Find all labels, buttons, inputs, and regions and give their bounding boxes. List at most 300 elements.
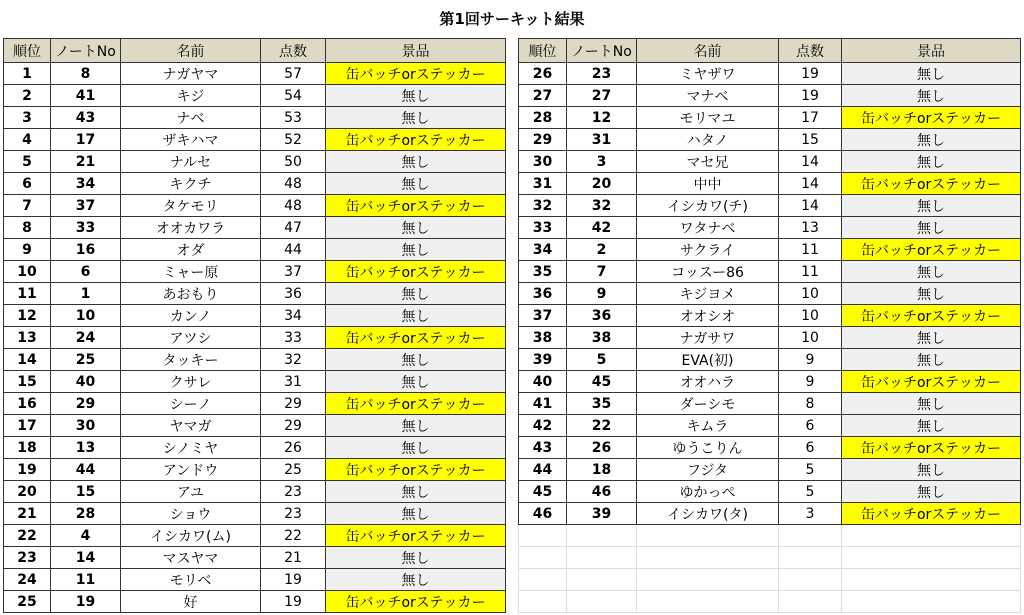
cell-score[interactable]: 14 [779,173,842,195]
empty-cell[interactable] [779,591,842,613]
cell-prize[interactable]: 無し [842,349,1021,371]
cell-score[interactable]: 15 [779,129,842,151]
cell-rank[interactable]: 22 [4,525,51,547]
cell-name[interactable]: オオカワラ [121,217,261,239]
cell-score[interactable]: 33 [261,327,326,349]
table-row [519,107,1021,129]
empty-cell[interactable] [567,547,637,569]
header-prize[interactable]: 景品 [842,39,1021,63]
cell-name[interactable]: カンノ [121,305,261,327]
cell-name[interactable]: コッスー86 [637,261,779,283]
table-row [4,151,506,173]
cell-rank[interactable]: 42 [519,415,567,437]
table-row [519,305,1021,327]
cell-name[interactable]: ワタナベ [637,217,779,239]
cell-note-no[interactable]: 1 [51,283,121,305]
sheet-title: 第1回サーキット結果 [439,10,585,28]
cell-rank[interactable]: 32 [519,195,567,217]
cell-name[interactable]: イシカワ(チ) [637,195,779,217]
cell-score[interactable]: 6 [779,415,842,437]
cell-rank[interactable]: 40 [519,371,567,393]
cell-score[interactable]: 8 [779,393,842,415]
cell-name[interactable]: オオハラ [637,371,779,393]
table-row [4,63,506,85]
cell-name[interactable]: ミヤザワ [637,63,779,85]
table-row [4,525,506,547]
cell-rank[interactable]: 9 [4,239,51,261]
table-row [519,173,1021,195]
empty-cell[interactable] [842,591,1021,613]
empty-cell[interactable] [637,591,779,613]
cell-prize[interactable]: 缶バッチorステッカー [326,195,506,217]
cell-rank[interactable]: 41 [519,393,567,415]
cell-score[interactable]: 47 [261,217,326,239]
cell-score[interactable]: 6 [779,437,842,459]
table-row [4,371,506,393]
cell-note-no[interactable]: 22 [567,415,637,437]
cell-score[interactable]: 19 [779,85,842,107]
cell-name[interactable]: EVA(初) [637,349,779,371]
results-table-left [3,38,506,613]
empty-cell[interactable] [842,569,1021,591]
table-row [4,415,506,437]
cell-name[interactable]: ナガヤマ [121,63,261,85]
cell-name[interactable]: サクライ [637,239,779,261]
cell-note-no[interactable]: 5 [567,349,637,371]
cell-note-no[interactable]: 46 [567,481,637,503]
cell-note-no[interactable]: 9 [567,283,637,305]
cell-rank[interactable]: 37 [519,305,567,327]
cell-score[interactable]: 36 [261,283,326,305]
cell-score[interactable]: 32 [261,349,326,371]
header-note-no[interactable]: ノートNo [567,39,637,63]
cell-prize[interactable]: 無し [326,437,506,459]
cell-name[interactable]: キジ [121,85,261,107]
cell-rank[interactable]: 30 [519,151,567,173]
cell-name[interactable]: アツシ [121,327,261,349]
cell-prize[interactable]: 無し [842,481,1021,503]
cell-note-no[interactable]: 12 [567,107,637,129]
cell-note-no[interactable]: 25 [51,349,121,371]
cell-name[interactable]: シノミヤ [121,437,261,459]
cell-rank[interactable]: 14 [4,349,51,371]
cell-note-no[interactable]: 44 [51,459,121,481]
cell-prize[interactable]: 缶バッチorステッカー [326,459,506,481]
empty-cell[interactable] [637,525,779,547]
cell-name[interactable]: ナベ [121,107,261,129]
table-row [519,261,1021,283]
cell-name[interactable]: あおもり [121,283,261,305]
cell-score[interactable]: 50 [261,151,326,173]
cell-rank[interactable]: 8 [4,217,51,239]
header-rank[interactable]: 順位 [519,39,567,63]
empty-cell[interactable] [779,525,842,547]
empty-cell[interactable] [567,525,637,547]
cell-rank[interactable]: 36 [519,283,567,305]
cell-rank[interactable]: 15 [4,371,51,393]
table-row [519,503,1021,525]
table-row [519,393,1021,415]
cell-prize[interactable]: 無し [326,481,506,503]
cell-rank[interactable]: 18 [4,437,51,459]
empty-cell[interactable] [519,525,567,547]
cell-prize[interactable]: 無し [326,503,506,525]
cell-note-no[interactable]: 16 [51,239,121,261]
cell-note-no[interactable]: 15 [51,481,121,503]
cell-rank[interactable]: 28 [519,107,567,129]
cell-prize[interactable]: 無し [842,459,1021,481]
cell-note-no[interactable]: 18 [567,459,637,481]
cell-name[interactable]: マスヤマ [121,547,261,569]
table-row [519,327,1021,349]
cell-prize[interactable]: 缶バッチorステッカー [842,503,1021,525]
cell-rank[interactable]: 11 [4,283,51,305]
cell-note-no[interactable]: 11 [51,569,121,591]
cell-note-no[interactable]: 10 [51,305,121,327]
cell-note-no[interactable]: 33 [51,217,121,239]
cell-note-no[interactable]: 34 [51,173,121,195]
cell-score[interactable]: 54 [261,85,326,107]
cell-name[interactable]: モリマユ [637,107,779,129]
table-row [4,349,506,371]
table-row [4,393,506,415]
cell-note-no[interactable]: 39 [567,503,637,525]
cell-score[interactable]: 52 [261,129,326,151]
cell-prize[interactable]: 缶バッチorステッカー [326,393,506,415]
cell-rank[interactable]: 12 [4,305,51,327]
empty-cell[interactable] [779,547,842,569]
cell-prize[interactable]: 無し [842,261,1021,283]
cell-prize[interactable]: 缶バッチorステッカー [326,525,506,547]
cell-name[interactable]: ショウ [121,503,261,525]
cell-rank[interactable]: 13 [4,327,51,349]
cell-name[interactable]: オダ [121,239,261,261]
cell-note-no[interactable]: 4 [51,525,121,547]
cell-prize[interactable]: 無し [326,85,506,107]
cell-prize[interactable]: 無し [842,415,1021,437]
cell-rank[interactable]: 31 [519,173,567,195]
empty-cell[interactable] [637,569,779,591]
cell-name[interactable]: ダーシモ [637,393,779,415]
cell-note-no[interactable]: 36 [567,305,637,327]
cell-rank[interactable]: 23 [4,547,51,569]
cell-score[interactable]: 21 [261,547,326,569]
cell-note-no[interactable]: 6 [51,261,121,283]
cell-rank[interactable]: 24 [4,569,51,591]
cell-rank[interactable]: 6 [4,173,51,195]
cell-prize[interactable]: 無し [326,283,506,305]
cell-name[interactable]: イシカワ(タ) [637,503,779,525]
cell-rank[interactable]: 35 [519,261,567,283]
cell-note-no[interactable]: 19 [51,591,121,613]
cell-name[interactable]: クサレ [121,371,261,393]
cell-score[interactable]: 31 [261,371,326,393]
table-row [4,217,506,239]
cell-name[interactable]: ザキハマ [121,129,261,151]
cell-rank[interactable]: 27 [519,85,567,107]
cell-score[interactable]: 22 [261,525,326,547]
cell-note-no[interactable]: 20 [567,173,637,195]
cell-name[interactable]: ナガサワ [637,327,779,349]
cell-name[interactable]: アユ [121,481,261,503]
cell-note-no[interactable]: 40 [51,371,121,393]
cell-name[interactable]: イシカワ(ム) [121,525,261,547]
cell-prize[interactable]: 無し [842,151,1021,173]
cell-prize[interactable]: 無し [326,547,506,569]
cell-score[interactable]: 48 [261,173,326,195]
empty-cell[interactable] [842,547,1021,569]
cell-note-no[interactable]: 8 [51,63,121,85]
cell-note-no[interactable]: 23 [567,63,637,85]
cell-prize[interactable]: 缶バッチorステッカー [326,261,506,283]
table-row [4,569,506,591]
cell-name[interactable]: ゆかっぺ [637,481,779,503]
cell-prize[interactable]: 無し [326,239,506,261]
cell-rank[interactable]: 5 [4,151,51,173]
header-name[interactable]: 名前 [637,39,779,63]
table-row [4,283,506,305]
cell-prize[interactable]: 缶バッチorステッカー [842,371,1021,393]
cell-score[interactable]: 10 [779,305,842,327]
cell-rank[interactable]: 43 [519,437,567,459]
cell-rank[interactable]: 10 [4,261,51,283]
cell-score[interactable]: 19 [261,591,326,613]
cell-name[interactable]: ミャー原 [121,261,261,283]
cell-prize[interactable]: 缶バッチorステッカー [842,239,1021,261]
cell-rank[interactable]: 45 [519,481,567,503]
cell-note-no[interactable]: 30 [51,415,121,437]
cell-note-no[interactable]: 31 [567,129,637,151]
cell-score[interactable]: 10 [779,283,842,305]
cell-prize[interactable]: 無し [842,85,1021,107]
cell-rank[interactable]: 3 [4,107,51,129]
cell-name[interactable]: ナルセ [121,151,261,173]
empty-cell[interactable] [519,569,567,591]
cell-name[interactable]: マナベ [637,85,779,107]
cell-score[interactable]: 26 [261,437,326,459]
cell-prize[interactable]: 無し [326,305,506,327]
table-row [519,283,1021,305]
cell-prize[interactable]: 缶バッチorステッカー [326,63,506,85]
cell-note-no[interactable]: 26 [567,437,637,459]
cell-prize[interactable]: 無し [326,415,506,437]
cell-prize[interactable]: 無し [842,217,1021,239]
cell-score[interactable]: 5 [779,459,842,481]
cell-note-no[interactable]: 17 [51,129,121,151]
header-name[interactable]: 名前 [121,39,261,63]
cell-prize[interactable]: 缶バッチorステッカー [842,305,1021,327]
cell-name[interactable]: ハタノ [637,129,779,151]
cell-note-no[interactable]: 14 [51,547,121,569]
cell-note-no[interactable]: 41 [51,85,121,107]
cell-prize[interactable]: 無し [326,371,506,393]
table-row [519,195,1021,217]
cell-prize[interactable]: 缶バッチorステッカー [842,173,1021,195]
cell-score[interactable]: 11 [779,239,842,261]
cell-rank[interactable]: 19 [4,459,51,481]
cell-rank[interactable]: 34 [519,239,567,261]
table-row [4,327,506,349]
cell-note-no[interactable]: 21 [51,151,121,173]
table-row [519,85,1021,107]
cell-name[interactable]: タケモリ [121,195,261,217]
cell-score[interactable]: 53 [261,107,326,129]
cell-prize[interactable]: 無し [326,151,506,173]
cell-name[interactable]: マセ兄 [637,151,779,173]
cell-note-no[interactable]: 28 [51,503,121,525]
cell-prize[interactable]: 無し [326,217,506,239]
cell-score[interactable]: 19 [261,569,326,591]
cell-score[interactable]: 10 [779,327,842,349]
cell-score[interactable]: 19 [779,63,842,85]
cell-note-no[interactable]: 45 [567,371,637,393]
table-row [519,349,1021,371]
cell-score[interactable]: 14 [779,195,842,217]
empty-cell[interactable] [519,591,567,613]
header-note-no[interactable]: ノートNo [51,39,121,63]
table-row [4,173,506,195]
cell-note-no[interactable]: 38 [567,327,637,349]
cell-prize[interactable]: 無し [842,129,1021,151]
cell-note-no[interactable]: 42 [567,217,637,239]
cell-prize[interactable]: 缶バッチorステッカー [326,327,506,349]
cell-rank[interactable]: 46 [519,503,567,525]
cell-rank[interactable]: 17 [4,415,51,437]
header-score[interactable]: 点数 [261,39,326,63]
cell-rank[interactable]: 29 [519,129,567,151]
cell-rank[interactable]: 38 [519,327,567,349]
cell-rank[interactable]: 2 [4,85,51,107]
table-row [4,591,506,613]
header-prize[interactable]: 景品 [326,39,506,63]
cell-score[interactable]: 9 [779,371,842,393]
cell-rank[interactable]: 1 [4,63,51,85]
cell-name[interactable]: キクチ [121,173,261,195]
cell-name[interactable]: 好 [121,591,261,613]
cell-score[interactable]: 23 [261,481,326,503]
cell-prize[interactable]: 缶バッチorステッカー [326,591,506,613]
header-rank[interactable]: 順位 [4,39,51,63]
cell-rank[interactable]: 16 [4,393,51,415]
table-row [4,481,506,503]
cell-note-no[interactable]: 24 [51,327,121,349]
empty-cell[interactable] [637,547,779,569]
cell-note-no[interactable]: 37 [51,195,121,217]
cell-score[interactable]: 25 [261,459,326,481]
cell-name[interactable]: キジヨメ [637,283,779,305]
cell-prize[interactable]: 無し [326,569,506,591]
cell-rank[interactable]: 25 [4,591,51,613]
table-row [519,481,1021,503]
table-row [4,107,506,129]
cell-note-no[interactable]: 13 [51,437,121,459]
cell-score[interactable]: 57 [261,63,326,85]
cell-prize[interactable]: 無し [842,327,1021,349]
cell-score[interactable]: 29 [261,393,326,415]
cell-rank[interactable]: 44 [519,459,567,481]
cell-name[interactable]: モリベ [121,569,261,591]
cell-name[interactable]: ヤマガ [121,415,261,437]
cell-name[interactable]: フジタ [637,459,779,481]
cell-note-no[interactable]: 43 [51,107,121,129]
cell-note-no[interactable]: 2 [567,239,637,261]
cell-rank[interactable]: 7 [4,195,51,217]
cell-note-no[interactable]: 7 [567,261,637,283]
cell-prize[interactable]: 缶バッチorステッカー [842,437,1021,459]
header-row [4,39,506,63]
cell-name[interactable]: ゆうこりん [637,437,779,459]
cell-score[interactable]: 23 [261,503,326,525]
cell-name[interactable]: シーノ [121,393,261,415]
cell-prize[interactable]: 缶バッチorステッカー [842,107,1021,129]
cell-name[interactable]: 中中 [637,173,779,195]
table-row [4,261,506,283]
cell-note-no[interactable]: 3 [567,151,637,173]
cell-prize[interactable]: 無し [842,283,1021,305]
table-row [519,129,1021,151]
cell-score[interactable]: 37 [261,261,326,283]
empty-row [519,547,1021,569]
cell-score[interactable]: 9 [779,349,842,371]
cell-note-no[interactable]: 35 [567,393,637,415]
cell-score[interactable]: 14 [779,151,842,173]
empty-cell[interactable] [842,525,1021,547]
table-row [519,217,1021,239]
cell-score[interactable]: 17 [779,107,842,129]
table-row [4,547,506,569]
cell-rank[interactable]: 21 [4,503,51,525]
cell-rank[interactable]: 4 [4,129,51,151]
cell-prize[interactable]: 缶バッチorステッカー [326,129,506,151]
cell-note-no[interactable]: 29 [51,393,121,415]
cell-name[interactable]: タッキー [121,349,261,371]
header-score[interactable]: 点数 [779,39,842,63]
cell-score[interactable]: 29 [261,415,326,437]
cell-prize[interactable]: 無し [842,195,1021,217]
cell-rank[interactable]: 26 [519,63,567,85]
cell-rank[interactable]: 39 [519,349,567,371]
cell-prize[interactable]: 無し [326,107,506,129]
cell-note-no[interactable]: 27 [567,85,637,107]
cell-rank[interactable]: 33 [519,217,567,239]
empty-cell[interactable] [779,569,842,591]
empty-cell[interactable] [567,591,637,613]
cell-prize[interactable]: 無し [326,349,506,371]
cell-score[interactable]: 44 [261,239,326,261]
cell-score[interactable]: 13 [779,217,842,239]
table-row [4,85,506,107]
cell-prize[interactable]: 無し [326,173,506,195]
cell-name[interactable]: アンドウ [121,459,261,481]
results-table-right [518,38,1021,613]
cell-score[interactable]: 11 [779,261,842,283]
table-row [519,371,1021,393]
cell-score[interactable]: 3 [779,503,842,525]
empty-cell[interactable] [519,547,567,569]
cell-prize[interactable]: 無し [842,63,1021,85]
cell-name[interactable]: オオシオ [637,305,779,327]
empty-cell[interactable] [567,569,637,591]
cell-name[interactable]: キムラ [637,415,779,437]
cell-note-no[interactable]: 32 [567,195,637,217]
cell-prize[interactable]: 無し [842,393,1021,415]
cell-rank[interactable]: 20 [4,481,51,503]
table-row [519,63,1021,85]
cell-score[interactable]: 34 [261,305,326,327]
cell-score[interactable]: 48 [261,195,326,217]
table-row [4,503,506,525]
cell-score[interactable]: 5 [779,481,842,503]
